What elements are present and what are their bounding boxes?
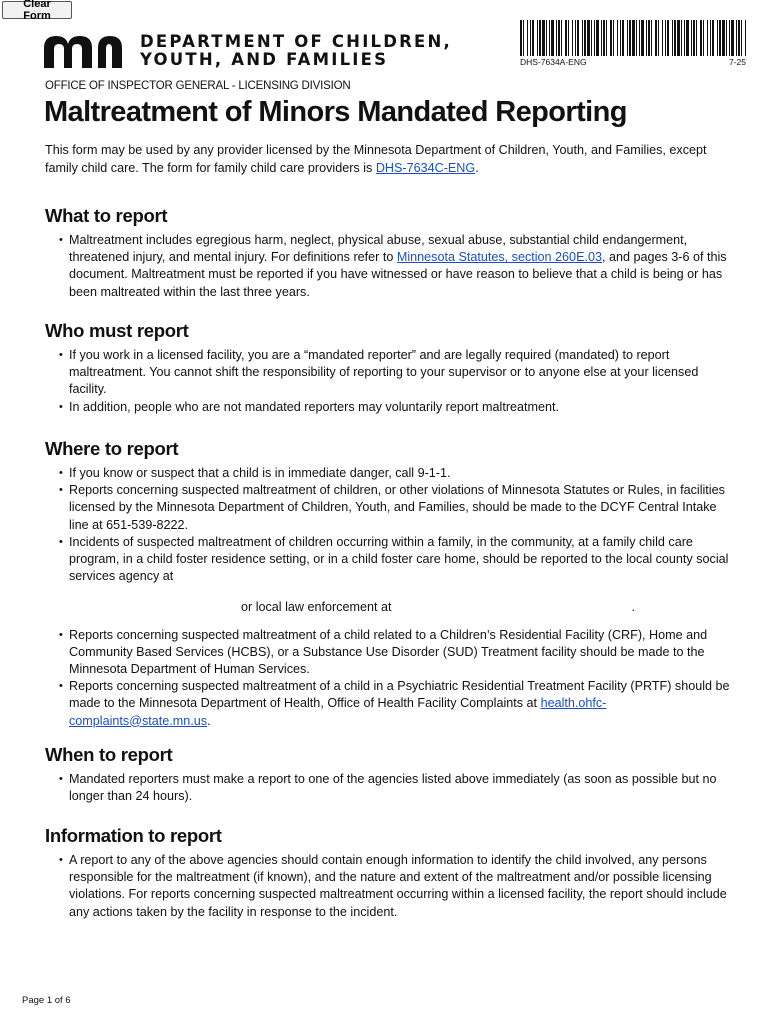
- list-item: • A report to any of the above agencies should contain enough information to identify the child involved, any persons responsible for the maltreatment (if known), and the nature and extent of the maltreatment and/or possible licensing violations. For reports concerning suspected maltreatment occurring within a licensed facility, the report should include any actions taken by the facility in response to the incident.: [45, 852, 735, 921]
- where-b5-text: Reports concerning suspected maltreatment of a child in a Psychiatric Residential Treatment Facility (PRTF) should be made to the Minnesota Department of Health, Office of Health Facility Complaints at: [69, 679, 730, 711]
- list-item: • Reports concerning suspected maltreatment of children, or other violations of Minnesota Statutes or Rules, in facilities licensed by the Minnesota Department of Children, Youth, and Families, should be made to the DCYF Central Intake line at 651-539-8222.: [45, 482, 735, 534]
- office-line: OFFICE OF INSPECTOR GENERAL - LICENSING DIVISION: [45, 80, 351, 92]
- ohfc-email-link[interactable]: health.ohfc-complaints@state.mn.us: [69, 696, 607, 728]
- revision-date: 7-25: [729, 57, 747, 67]
- list-item: • If you know or suspect that a child is in immediate danger, call 9-1-1.: [45, 465, 735, 482]
- what-b1-text: Maltreatment includes egregious harm, neglect, physical abuse, sexual abuse, substantial child endangerment, threatened injury, and mental injury. For definitions refer to: [69, 233, 688, 265]
- intro-text: This form may be used by any provider licensed by the Minnesota Department of Children, Youth, and Families, except family child care. The form for family child care providers is: [45, 143, 707, 175]
- list-item: • Reports concerning suspected maltreatment of a child related to a Children’s Residential Facility (CRF), Home and Community Based Services (HCBS), or a Substance Use Disorder (SUD) Treatment facility should be made to the Minnesota Department of Human Services.: [45, 627, 735, 679]
- info-list: [45, 852, 735, 921]
- county-agency-field[interactable]: [69, 585, 735, 599]
- where-b3-text: Incidents of suspected maltreatment of children occurring within a family, in the community, at a family child care program, in a child foster residence setting, or in a child foster care home, should be reported to the local county social services agency at: [69, 534, 729, 584]
- where-heading: Where to report: [45, 438, 179, 459]
- info-heading: Information to report: [45, 825, 222, 846]
- list-item: • Mandated reporters must make a report to one of the agencies listed above immediately (as soon as possible but no longer than 24 hours).: [45, 771, 735, 805]
- who-heading: Who must report: [45, 320, 189, 341]
- clear-form-button[interactable]: Clear Form: [2, 1, 72, 19]
- law-enforcement-label: or local law enforcement at: [241, 600, 392, 615]
- intro-paragraph: [45, 142, 725, 177]
- where-b3-end: .: [631, 600, 635, 615]
- where-b5-end: .: [207, 713, 211, 728]
- who-list: [45, 347, 735, 416]
- list-item: [45, 232, 735, 301]
- section-who-must-report: [45, 320, 735, 416]
- list-item: [45, 534, 735, 617]
- when-list: [45, 771, 735, 805]
- page-number: Page 1 of 6: [22, 995, 71, 1006]
- list-item: • In addition, people who are not mandated reporters may voluntarily report maltreatment.: [45, 399, 735, 416]
- agency-name-line1: DEPARTMENT OF CHILDREN,: [140, 32, 452, 51]
- what-list: [45, 232, 735, 301]
- mn-logo-icon: [44, 34, 132, 68]
- form-id: DHS-7634A-ENG: [520, 57, 587, 67]
- list-item: • If you work in a licensed facility, you are a “mandated reporter” and are legally required (mandated) to report maltreatment. You cannot shift the responsibility of reporting to your supervisor or to anyone else at your licensed facility.: [45, 347, 735, 399]
- what-heading: What to report: [45, 205, 168, 226]
- statutes-link[interactable]: Minnesota Statutes, section 260E.03: [396, 250, 602, 265]
- section-when-to-report: [45, 744, 735, 805]
- when-heading: When to report: [45, 744, 173, 765]
- law-enforcement-line: [69, 599, 735, 616]
- intro-end: .: [475, 160, 479, 175]
- agency-name: [140, 33, 452, 69]
- section-information-to-report: [45, 825, 735, 921]
- section-what-to-report: [45, 205, 735, 301]
- where-list: [45, 465, 735, 730]
- list-item: [45, 678, 735, 730]
- family-child-care-form-link[interactable]: DHS-7634C-ENG: [375, 160, 476, 175]
- barcode-icon: [520, 20, 746, 56]
- what-b1-end: , and pages 3-6 of this document. Maltreatment must be reported if you have witnessed or have reason to believe that a child is being or has been maltreated within the last three years.: [69, 250, 727, 299]
- section-where-to-report: [45, 438, 735, 730]
- agency-name-line2: YOUTH, AND FAMILIES: [140, 50, 389, 69]
- page-title: Maltreatment of Minors Mandated Reporting: [44, 96, 627, 128]
